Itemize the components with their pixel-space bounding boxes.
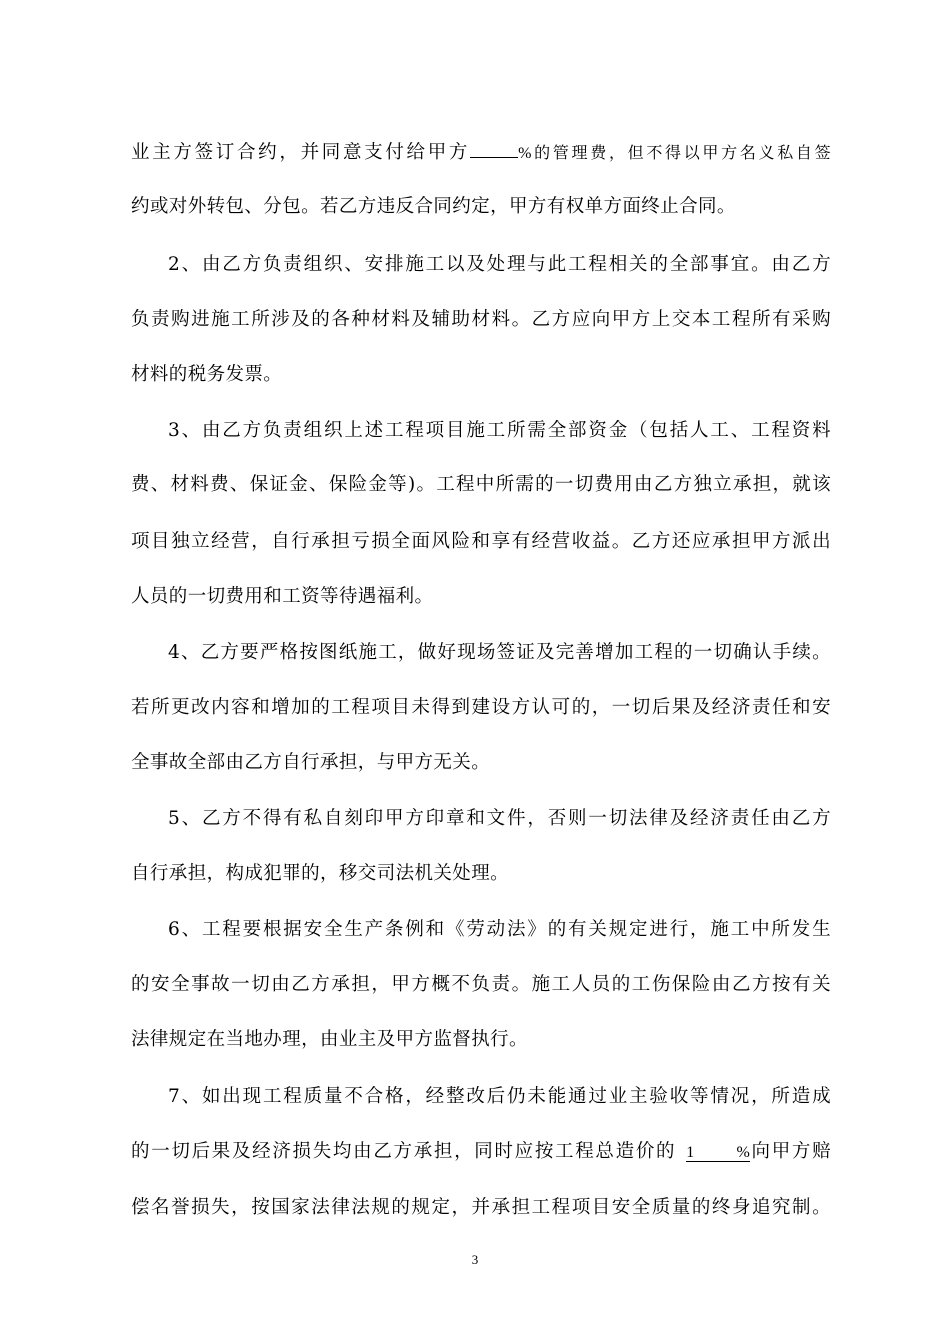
management-fee-blank <box>470 137 518 158</box>
clause-5-line: 5、乙方不得有私自刻印甲方印章和文件，否则一切法律及经济责任由乙方 <box>168 808 831 829</box>
clause-3-line: 费、材料费、保证金、保险金等)。工程中所需的一切费用由乙方独立承担，就该 <box>131 474 831 495</box>
clause-2-line: 材料的税务发票。 <box>131 364 283 385</box>
clause-3-line: 项目独立经营，自行承担亏损全面风险和享有经营收益。乙方还应承担甲方派出 <box>131 531 831 552</box>
clause-2-line: 负责购进施工所涉及的各种材料及辅助材料。乙方应向甲方上交本工程所有采购 <box>131 309 831 330</box>
paragraph-line <box>131 137 831 166</box>
clause-3-line: 3、由乙方负责组织上述工程项目施工所需全部资金（包括人工、工程资料 <box>168 420 831 441</box>
clause-5-line: 自行承担，构成犯罪的，移交司法机关处理。 <box>131 863 510 884</box>
clause-6-line: 法律规定在当地办理，由业主及甲方监督执行。 <box>131 1029 528 1050</box>
clause-7-line <box>131 1140 831 1164</box>
clause-4-line: 若所更改内容和增加的工程项目未得到建设方认可的，一切后果及经济责任和安 <box>131 697 831 718</box>
page-number: 3 <box>471 1252 479 1267</box>
clause-2-line: 2、由乙方负责组织、安排施工以及处理与此工程相关的全部事宜。由乙方 <box>168 254 831 275</box>
compensation-percent-blank: 1 % <box>686 1141 750 1162</box>
text-segment: 业主方签订合约，并同意支付给甲方 <box>131 142 471 163</box>
clause-3-line: 人员的一切费用和工资等待遇福利。 <box>131 586 434 607</box>
clause-4-line: 4、乙方要严格按图纸施工，做好现场签证及完善增加工程的一切确认手续。 <box>168 642 831 663</box>
text-segment: 向甲方赔 <box>750 1141 831 1162</box>
clause-6-line: 6、工程要根据安全生产条例和《劳动法》的有关规定进行，施工中所发生 <box>168 919 831 940</box>
clause-7-line: 偿名誉损失，按国家法律法规的规定，并承担工程项目安全质量的终身追究制。 <box>131 1197 831 1218</box>
text-segment: 的一切后果及经济损失均由乙方承担，同时应按工程总造价的 <box>131 1141 677 1162</box>
clause-4-line: 全事故全部由乙方自行承担，与甲方无关。 <box>131 752 491 773</box>
paragraph-line: 约或对外转包、分包。若乙方违反合同约定，甲方有权单方面终止合同。 <box>131 196 736 217</box>
text-segment: %的管理费，但不得以甲方名义私自签 <box>518 145 831 162</box>
clause-7-line: 7、如出现工程质量不合格，经整改后仍未能通过业主验收等情况，所造成 <box>168 1086 831 1107</box>
clause-6-line: 的安全事故一切由乙方承担，甲方概不负责。施工人员的工伤保险由乙方按有关 <box>131 974 831 995</box>
